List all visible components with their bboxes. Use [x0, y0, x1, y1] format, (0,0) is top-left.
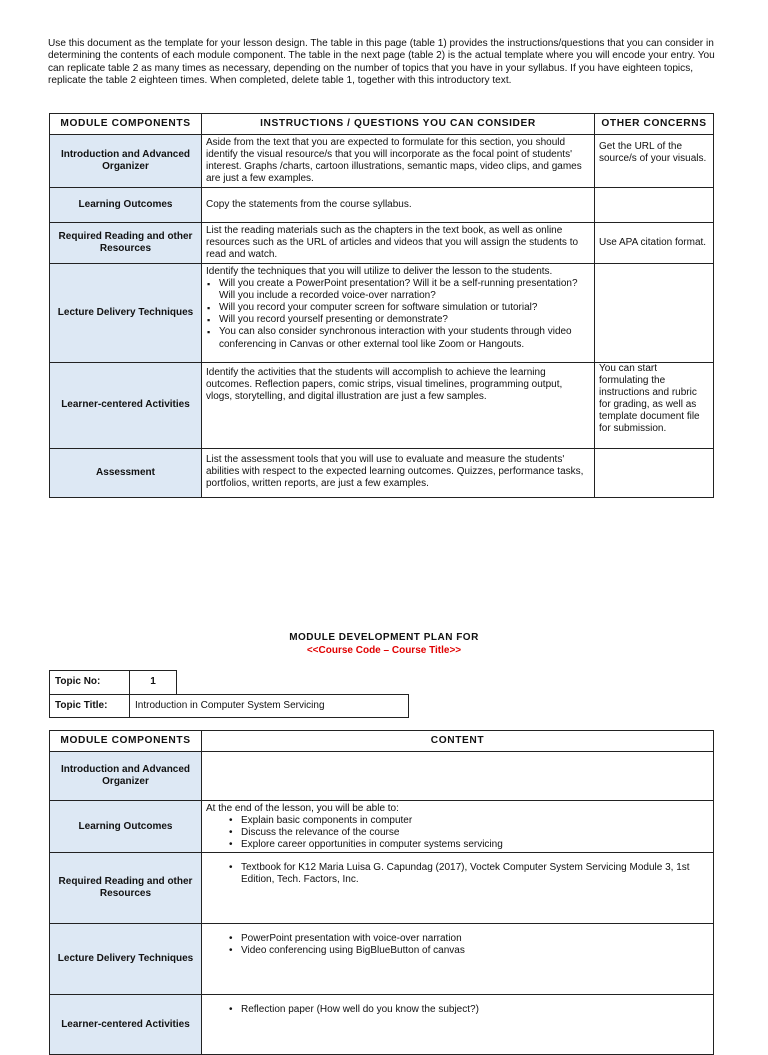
intro-paragraph: Use this document as the template for your lesson design. The table in this page (table 1) provides the instructions/questions that you can consider in determining the contents of each module component. The table in the next page (table 2) is the actual template where you will encode your entry. You can replicate table 2 as many times as necessary, depending on the number of topics that you have in your syllabus. If you have eighteen topics, replicate the table 2 eighteen times. When completed, delete table 1, together with this introductory text. [48, 38, 715, 86]
table-row [50, 752, 714, 801]
table-row [50, 363, 714, 449]
instructions-cell: Identify the activities that the students will accomplish to achieve the learning outcomes. Reflection papers, comic strips, visual timelines, programming output, vlogs, storytelling, and digital illustration are just a few samples. [202, 363, 595, 449]
content-cell[interactable] [202, 801, 714, 853]
topic-no-value[interactable]: 1 [130, 671, 177, 695]
topic-title-table [49, 694, 409, 718]
other-concerns-cell [595, 449, 714, 498]
other-concerns-cell [595, 264, 714, 363]
other-concerns-cell [595, 188, 714, 223]
other-concerns-cell: Get the URL of the source/s of your visuals. [595, 135, 714, 188]
instructions-table [49, 113, 714, 498]
component-label: Lecture Delivery Techniques [50, 924, 202, 995]
list-item: • Textbook for K12 Maria Luisa G. Capundag (2017), Voctek Computer System Servicing Module 3, 1st Edition, Tech. Factors, Inc. [241, 862, 709, 886]
topic-title-label: Topic Title: [50, 695, 130, 718]
list-item: ▪ Will you record yourself presenting or demonstrate? [219, 314, 590, 326]
table-row [50, 135, 714, 188]
table-header-row [50, 114, 714, 135]
content-lead: At the end of the lesson, you will be able to: [206, 803, 399, 814]
table-row [50, 449, 714, 498]
header-content: CONTENT [202, 731, 714, 752]
list-item: • Explore career opportunities in computer systems servicing [241, 839, 709, 851]
topic-no-label: Topic No: [50, 671, 130, 695]
instructions-cell: Copy the statements from the course syllabus. [202, 188, 595, 223]
component-label: Assessment [50, 449, 202, 498]
instructions-cell: List the reading materials such as the chapters in the text book, as well as online resources such as the URL of articles and videos that you will assign the students to read and watch. [202, 223, 595, 264]
header-instructions: INSTRUCTIONS / QUESTIONS YOU CAN CONSIDER [202, 114, 595, 135]
component-label: Introduction and Advanced Organizer [50, 752, 202, 801]
topic-title-value[interactable]: Introduction in Computer System Servicing [130, 695, 409, 718]
list-item: • PowerPoint presentation with voice-over narration [241, 933, 709, 945]
course-placeholder: <<Course Code – Course Title>> [306, 645, 462, 656]
instructions-cell [202, 264, 595, 363]
instructions-cell: Aside from the text that you are expected to formulate for this section, you should identify the visual resource/s that you will incorporate as the focal point of students' interest. Graphs /charts, cartoon illustrations, semantic maps, video clips, and games are just a few examples. [202, 135, 595, 188]
table-row [50, 188, 714, 223]
header-other-concerns: OTHER CONCERNS [595, 114, 714, 135]
instructions-cell: List the assessment tools that you will use to evaluate and measure the students' abilities with respect to the expected learning outcomes. Quizzes, performance tasks, portfolios, written reports, are just a few examples. [202, 449, 595, 498]
table-header-row [50, 731, 714, 752]
instructions-bullets [206, 278, 590, 351]
content-bullets [206, 862, 709, 886]
content-table [49, 730, 714, 1055]
content-cell[interactable] [202, 853, 714, 924]
table-row [50, 264, 714, 363]
list-item: • Discuss the relevance of the course [241, 827, 709, 839]
list-item: • Explain basic components in computer [241, 815, 709, 827]
content-cell[interactable] [202, 752, 714, 801]
topic-number-table [49, 670, 177, 695]
plan-title: MODULE DEVELOPMENT PLAN FOR [289, 632, 479, 643]
header-module-components: MODULE COMPONENTS [50, 731, 202, 752]
component-label: Learner-centered Activities [50, 363, 202, 449]
header-module-components: MODULE COMPONENTS [50, 114, 202, 135]
component-label: Introduction and Advanced Organizer [50, 135, 202, 188]
table-row [50, 924, 714, 995]
content-cell[interactable] [202, 924, 714, 995]
content-bullets [206, 933, 709, 957]
other-concerns-cell: Use APA citation format. [595, 223, 714, 264]
instructions-lead: Identify the techniques that you will utilize to deliver the lesson to the students. [206, 266, 553, 277]
list-item: ▪ Will you record your computer screen for software simulation or tutorial? [219, 302, 590, 314]
component-label: Learning Outcomes [50, 188, 202, 223]
table-row [50, 801, 714, 853]
component-label: Required Reading and other Resources [50, 853, 202, 924]
list-item: ▪ You can also consider synchronous interaction with your students through video conferencing in Canvas or other external tool like Zoom or Hangouts. [219, 326, 590, 350]
table-row [50, 853, 714, 924]
component-label: Learner-centered Activities [50, 995, 202, 1055]
other-concerns-cell: You can start formulating the instructions and rubric for grading, as well as template document file for submission. [595, 363, 714, 449]
table-row [50, 995, 714, 1055]
list-item: • Video conferencing using BigBlueButton of canvas [241, 945, 709, 957]
content-bullets [206, 815, 709, 851]
content-bullets [206, 1004, 709, 1016]
content-cell[interactable] [202, 995, 714, 1055]
list-item: • Reflection paper (How well do you know the subject?) [241, 1004, 709, 1016]
component-label: Lecture Delivery Techniques [50, 264, 202, 363]
component-label: Learning Outcomes [50, 801, 202, 853]
component-label: Required Reading and other Resources [50, 223, 202, 264]
table-row [50, 223, 714, 264]
list-item: ▪ Will you create a PowerPoint presentation? Will it be a self-running presentation? Will you include a recorded voice-over narration? [219, 278, 590, 302]
